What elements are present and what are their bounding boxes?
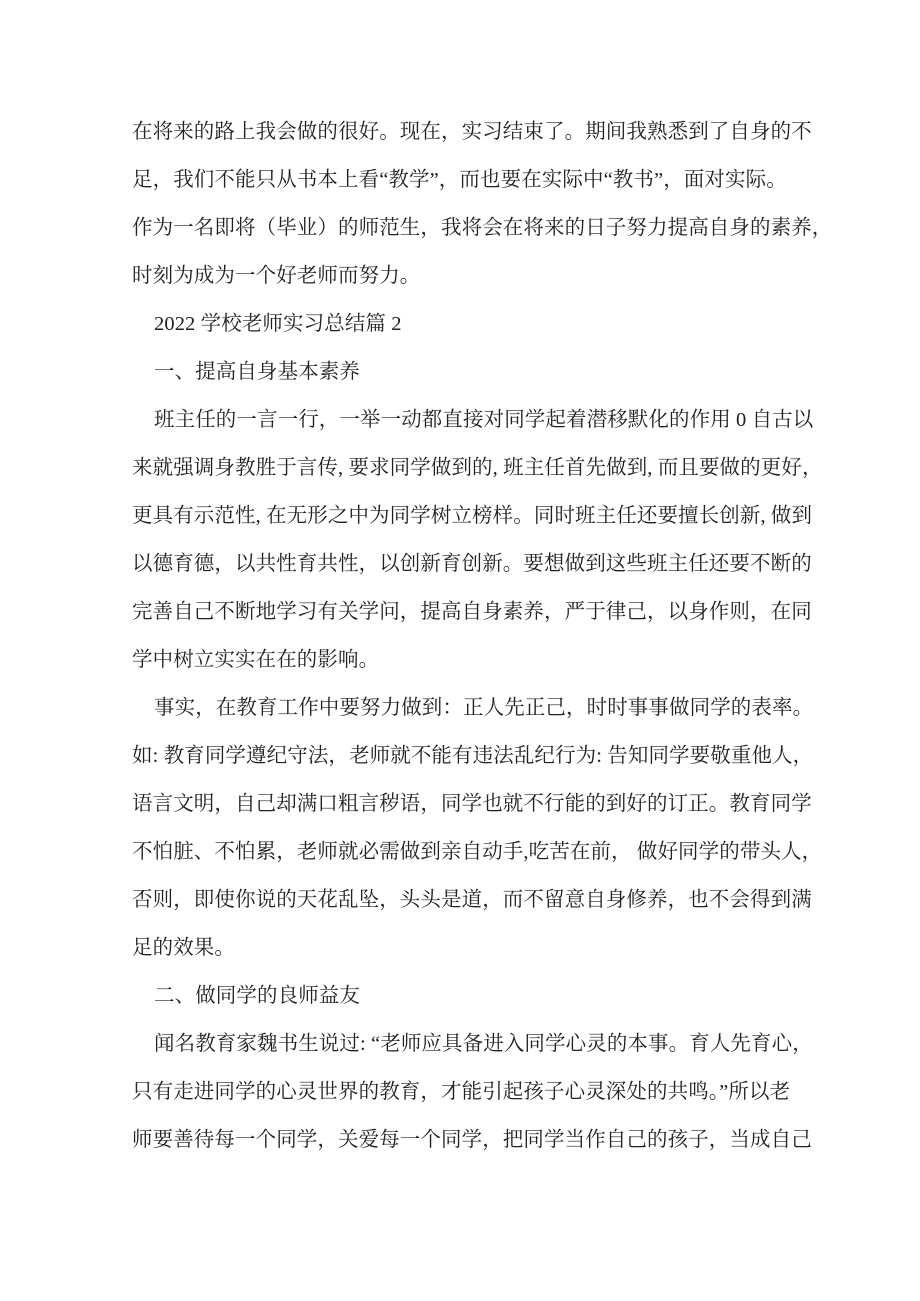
paragraph-5-body-paragraph xyxy=(132,684,832,972)
text-line: 更具有示范性, 在无形之中为同学树立榜样。同时班主任还要擅长创新, 做到 xyxy=(132,505,813,527)
text-line: 一、提高自身基本素养 xyxy=(154,361,360,383)
text-line: 在将来的路上我会做的很好。现在，实习结束了。期间我熟悉到了自身的不 xyxy=(132,121,812,143)
text-line: 事实，在教育工作中要努力做到：正人先正己，时时事事做同学的表率。 xyxy=(154,697,814,719)
text-line: 班主任的一言一行，一举一动都直接对同学起着潜移默化的作用 0 自古以 xyxy=(154,409,814,431)
paragraph-3-heading xyxy=(132,348,832,396)
text-line: 足的效果。 xyxy=(132,937,235,959)
paragraph-6-heading xyxy=(132,972,832,1020)
text-line: 时刻为成为一个好老师而努力。 xyxy=(132,265,421,287)
paragraph-7-body-paragraph xyxy=(132,1020,832,1164)
text-line: 学中树立实实在在的影响。 xyxy=(132,649,380,671)
text-line: 师要善待每一个同学，关爱每一个同学，把同学当作自己的孩子，当成自己 xyxy=(132,1129,812,1151)
paragraph-1-body-paragraph xyxy=(132,108,832,300)
text-line: 闻名教育家魏书生说过: “老师应具备进入同学心灵的本事。育人先育心， xyxy=(154,1033,813,1055)
text-line: 二、做同学的良师益友 xyxy=(154,985,360,1007)
paragraph-2-section-title xyxy=(132,300,832,348)
text-line: 语言文明，自己却满口粗言秽语，同学也就不行能的到好的订正。教育同学 xyxy=(132,793,812,815)
text-line: 不怕脏、不怕累，老师就必需做到亲自动手,吃苦在前， 做好同学的带头人， xyxy=(132,841,823,863)
text-line: 作为一名即将（毕业）的师范生，我将会在将来的日子努力提高自身的素养， xyxy=(132,217,833,239)
text-line: 来就强调身教胜于言传, 要求同学做到的, 班主任首先做到, 而且要做的更好， xyxy=(132,457,823,479)
text-line: 否则，即使你说的天花乱坠，头头是道，而不留意自身修养，也不会得到满 xyxy=(132,889,812,911)
paragraph-4-body-paragraph xyxy=(132,396,832,684)
text-line: 2022 学校老师实习总结篇 2 xyxy=(154,313,402,335)
text-line: 完善自己不断地学习有关学问，提高自身素养，严于律己，以身作则，在同 xyxy=(132,601,812,623)
document-body xyxy=(132,108,832,1164)
text-line: 只有走进同学的心灵世界的教育，才能引起孩子心灵深处的共鸣。”所以老 xyxy=(132,1081,791,1103)
text-line: 足，我们不能只从书本上看“教学”，而也要在实际中“教书”，面对实际。 xyxy=(132,169,787,191)
text-line: 以德育德，以共性育共性，以创新育创新。要想做到这些班主任还要不断的 xyxy=(132,553,812,575)
text-line: 如: 教育同学遵纪守法，老师就不能有违法乱纪行为: 告知同学要敬重他人， xyxy=(132,745,814,767)
